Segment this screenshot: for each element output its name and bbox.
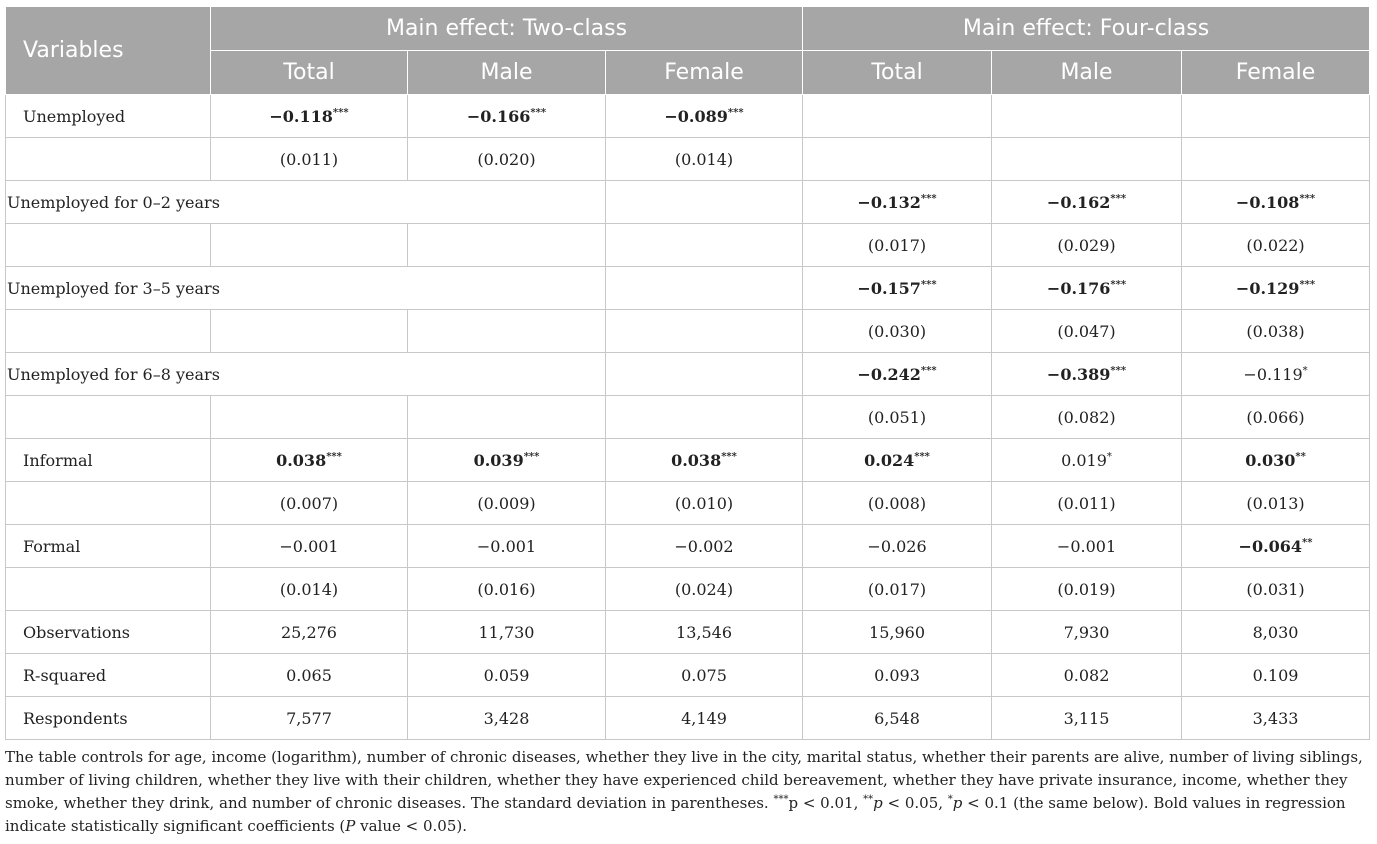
table-footnote [5, 746, 1371, 838]
table-cell [803, 611, 992, 654]
cell-value: (0.009) [477, 493, 536, 513]
significance-stars: *** [1110, 365, 1127, 377]
cell-value: −0.157 [857, 278, 921, 298]
table-cell [992, 310, 1182, 353]
table-row [6, 654, 1370, 697]
cell-value: 15,960 [869, 622, 925, 642]
row-label [6, 482, 211, 525]
subheader-total: Total [803, 51, 992, 95]
cell-value: 13,546 [676, 622, 732, 642]
table-cell [211, 611, 408, 654]
table-row [6, 267, 1370, 310]
subheader-female: Female [1182, 51, 1370, 95]
table-cell [1182, 224, 1370, 267]
table-cell [992, 482, 1182, 525]
cell-value: −0.242 [857, 364, 921, 384]
footnote-text: < 0.05, [882, 794, 948, 812]
table-row [6, 95, 1370, 138]
significance-stars: *** [332, 107, 349, 119]
row-label: Unemployed [6, 95, 211, 138]
table-cell [992, 525, 1182, 568]
footnote-text: value < 0.05). [355, 817, 468, 835]
cell-value: 8,030 [1252, 622, 1299, 642]
cell-value: (0.038) [1246, 321, 1305, 341]
row-label [6, 138, 211, 181]
row-label: Formal [6, 525, 211, 568]
table-cell [992, 439, 1182, 482]
row-label [6, 224, 211, 267]
significance-stars: *** [727, 107, 744, 119]
table-cell [1182, 697, 1370, 740]
table-row [6, 482, 1370, 525]
cell-value: (0.017) [867, 235, 927, 255]
table-cell [211, 482, 408, 525]
cell-value: 11,730 [478, 622, 535, 642]
row-label: Unemployed for 3–5 years [6, 267, 606, 310]
table-body [6, 95, 1370, 740]
table-cell [1182, 138, 1370, 181]
subheader-male: Male [408, 51, 606, 95]
table-cell [1182, 181, 1370, 224]
significance-stars: * [1106, 451, 1112, 463]
significance-stars: ** [1302, 537, 1313, 549]
cell-value: 3,433 [1252, 708, 1299, 728]
table-cell [992, 267, 1182, 310]
significance-stars: *** [530, 107, 547, 119]
table-cell [803, 654, 992, 697]
table-row [6, 525, 1370, 568]
cell-value: (0.013) [1246, 493, 1305, 513]
table-cell [803, 482, 992, 525]
cell-value: 0.059 [483, 665, 530, 685]
table-cell [606, 310, 803, 353]
table-row [6, 181, 1370, 224]
cell-value: −0.129 [1235, 278, 1300, 298]
cell-value: (0.011) [279, 149, 339, 169]
cell-value: −0.089 [664, 106, 728, 126]
cell-value: 6,548 [874, 708, 920, 728]
footnote-stars: ** [863, 794, 874, 805]
regression-table [5, 6, 1370, 740]
table-cell [1182, 396, 1370, 439]
table-cell [211, 396, 408, 439]
table-row [6, 224, 1370, 267]
table-cell [606, 224, 803, 267]
table-cell [408, 568, 606, 611]
footnote-italic-p: p [873, 794, 883, 812]
table-cell [211, 310, 408, 353]
footnote-stars: *** [773, 794, 789, 805]
table-cell [1182, 439, 1370, 482]
table-cell [408, 611, 606, 654]
cell-value: −0.119 [1243, 364, 1303, 384]
cell-value: (0.017) [867, 579, 927, 599]
footnote-italic-p: p [952, 794, 963, 812]
cell-value: (0.014) [279, 579, 339, 599]
cell-value: 0.019 [1061, 450, 1107, 470]
cell-value: −0.001 [476, 536, 537, 556]
table-header [6, 7, 1370, 95]
row-label: Informal [6, 439, 211, 482]
table-row [6, 568, 1370, 611]
table-cell [408, 439, 606, 482]
significance-stars: *** [1110, 279, 1127, 291]
table-cell [992, 396, 1182, 439]
cell-value: (0.011) [1057, 493, 1116, 513]
table-cell [408, 396, 606, 439]
table-cell [606, 396, 803, 439]
row-label: Respondents [6, 697, 211, 740]
cell-value: 0.038 [276, 450, 327, 470]
table-cell [606, 697, 803, 740]
cell-value: 0.109 [1252, 665, 1299, 685]
table-cell [408, 224, 606, 267]
significance-stars: *** [920, 279, 937, 291]
table-cell [992, 95, 1182, 138]
cell-value: 7,577 [286, 708, 332, 728]
table-cell [606, 138, 803, 181]
cell-value: (0.007) [279, 493, 339, 513]
table-cell [992, 138, 1182, 181]
table-cell [992, 697, 1182, 740]
table-row [6, 396, 1370, 439]
cell-value: (0.008) [867, 493, 927, 513]
table-cell [606, 95, 803, 138]
footnote-italic-p: P [345, 817, 356, 835]
cell-value: 0.075 [681, 665, 727, 685]
significance-stars: * [1302, 365, 1308, 377]
table-cell [211, 697, 408, 740]
table-cell [803, 95, 992, 138]
table-cell [1182, 353, 1370, 396]
table-cell [803, 439, 992, 482]
table-row [6, 611, 1370, 654]
table-row [6, 439, 1370, 482]
cell-value: (0.014) [674, 149, 734, 169]
significance-stars: ** [1295, 451, 1306, 463]
footnote-text: p < 0.01, [788, 794, 864, 812]
cell-value: 0.024 [864, 450, 915, 470]
cell-value: −0.132 [857, 192, 921, 212]
row-label [6, 396, 211, 439]
table-cell [803, 267, 992, 310]
table-cell [992, 654, 1182, 697]
variables-header: Variables [6, 7, 211, 95]
row-label: Unemployed for 0–2 years [6, 181, 606, 224]
table-cell [606, 181, 803, 224]
table-cell [211, 525, 408, 568]
cell-value: (0.016) [477, 579, 536, 599]
row-label [6, 310, 211, 353]
footnote-text: < 0.1 (the same below). Bold values in regression indicate statistically significant coefficients ( [5, 794, 1346, 835]
table-cell [803, 568, 992, 611]
table-cell [211, 95, 408, 138]
cell-value: (0.047) [1057, 321, 1116, 341]
row-label: Unemployed for 6–8 years [6, 353, 606, 396]
significance-stars: *** [1299, 193, 1316, 205]
row-label: R-squared [6, 654, 211, 697]
table-cell [408, 482, 606, 525]
footnote-text: The table controls for age, income (logarithm), number of chronic diseases, whether they live in the city, marital status, whether their parents are alive, number of living siblings, number of living children, whether they live with their children, whether they have experienced child bereavement, whether they have private insurance, income, whether they smoke, whether they drink, and number of chronic diseases. The standard deviation in parentheses. [5, 748, 1363, 812]
cell-value: −0.064 [1238, 536, 1303, 556]
table-cell [211, 138, 408, 181]
cell-value: 0.030 [1245, 450, 1296, 470]
cell-value: (0.024) [674, 579, 734, 599]
table-cell [408, 654, 606, 697]
table-cell [1182, 611, 1370, 654]
table-cell [408, 95, 606, 138]
table-cell [803, 697, 992, 740]
table-row [6, 310, 1370, 353]
table-cell [803, 353, 992, 396]
cell-value: (0.019) [1057, 579, 1116, 599]
table-cell [1182, 310, 1370, 353]
table-cell [1182, 525, 1370, 568]
table-cell [606, 482, 803, 525]
table-row [6, 353, 1370, 396]
table-row [6, 138, 1370, 181]
cell-value: (0.030) [867, 321, 927, 341]
subheader-female: Female [606, 51, 803, 95]
significance-stars: *** [523, 451, 540, 463]
table-cell [211, 439, 408, 482]
table-row [6, 697, 1370, 740]
cell-value: 0.038 [671, 450, 722, 470]
subheader-total: Total [211, 51, 408, 95]
cell-value: −0.118 [269, 106, 333, 126]
cell-value: (0.029) [1057, 235, 1116, 255]
cell-value: −0.162 [1046, 192, 1111, 212]
cell-value: −0.166 [466, 106, 531, 126]
table-cell [211, 568, 408, 611]
cell-value: (0.031) [1246, 579, 1305, 599]
row-label: Observations [6, 611, 211, 654]
cell-value: −0.001 [1056, 536, 1117, 556]
table-cell [408, 697, 606, 740]
significance-stars: *** [920, 365, 937, 377]
regression-table-container [5, 6, 1369, 740]
two-class-group-header: Main effect: Two-class [211, 7, 803, 51]
table-cell [992, 353, 1182, 396]
significance-stars: *** [326, 451, 342, 463]
table-cell [992, 224, 1182, 267]
table-cell [992, 611, 1182, 654]
table-cell [1182, 482, 1370, 525]
cell-value: 3,428 [483, 708, 530, 728]
cell-value: 3,115 [1063, 708, 1110, 728]
cell-value: (0.020) [477, 149, 536, 169]
cell-value: (0.066) [1246, 407, 1305, 427]
cell-value: 7,930 [1063, 622, 1110, 642]
cell-value: 25,276 [281, 622, 337, 642]
cell-value: 0.093 [874, 665, 920, 685]
four-class-group-header: Main effect: Four-class [803, 7, 1370, 51]
table-cell [606, 611, 803, 654]
table-cell [606, 353, 803, 396]
cell-value: (0.082) [1057, 407, 1116, 427]
table-cell [606, 568, 803, 611]
significance-stars: *** [1299, 279, 1316, 291]
cell-value: (0.022) [1246, 235, 1305, 255]
cell-value: 4,149 [681, 708, 727, 728]
table-cell [408, 310, 606, 353]
table-cell [408, 138, 606, 181]
table-cell [992, 568, 1182, 611]
cell-value: −0.026 [867, 536, 927, 556]
significance-stars: *** [1110, 193, 1127, 205]
cell-value: −0.001 [279, 536, 339, 556]
table-cell [803, 138, 992, 181]
table-cell [803, 396, 992, 439]
table-cell [211, 224, 408, 267]
cell-value: (0.051) [867, 407, 927, 427]
table-cell [1182, 267, 1370, 310]
significance-stars: *** [920, 193, 937, 205]
cell-value: −0.002 [674, 536, 734, 556]
cell-value: −0.176 [1046, 278, 1111, 298]
table-cell [803, 224, 992, 267]
table-cell [803, 181, 992, 224]
table-cell [408, 525, 606, 568]
row-label [6, 568, 211, 611]
significance-stars: *** [721, 451, 737, 463]
footnote-stars: * [947, 794, 953, 805]
table-cell [606, 267, 803, 310]
cell-value: −0.108 [1235, 192, 1300, 212]
table-cell [803, 310, 992, 353]
cell-value: 0.082 [1063, 665, 1110, 685]
table-cell [1182, 568, 1370, 611]
subheader-male: Male [992, 51, 1182, 95]
table-cell [606, 439, 803, 482]
table-cell [606, 654, 803, 697]
table-cell [803, 525, 992, 568]
table-cell [1182, 95, 1370, 138]
table-cell [211, 654, 408, 697]
table-cell [606, 525, 803, 568]
table-cell [992, 181, 1182, 224]
cell-value: 0.039 [473, 450, 524, 470]
cell-value: 0.065 [286, 665, 332, 685]
cell-value: −0.389 [1046, 364, 1111, 384]
cell-value: (0.010) [674, 493, 734, 513]
significance-stars: *** [914, 451, 930, 463]
table-cell [1182, 654, 1370, 697]
